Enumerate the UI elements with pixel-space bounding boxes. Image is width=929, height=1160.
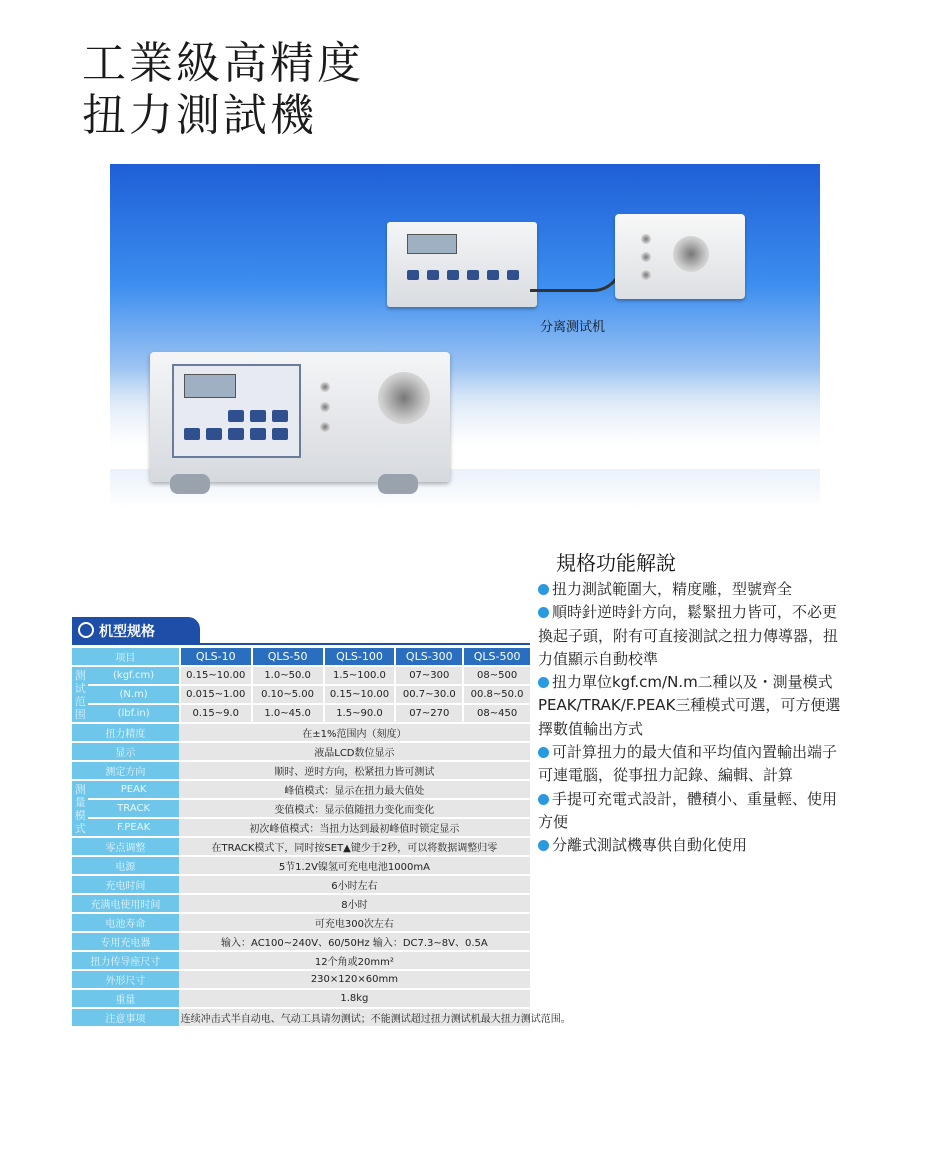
- tester-front-panel: [172, 364, 301, 458]
- table-row: 电池寿命 可充电300次左右: [72, 914, 530, 931]
- spec-table-heading: 机型规格: [72, 617, 200, 643]
- table-row: (lbf.in) 0.15~9.0 1.0~45.0 1.5~90.0 07~270 08~450: [72, 705, 530, 722]
- product-photo: [110, 164, 820, 509]
- table-row: 显示 液晶LCD数位显示: [72, 743, 530, 760]
- torque-chuck: [378, 372, 430, 424]
- list-item: 手提可充電式設計，體積小、重量輕、使用方便: [538, 789, 838, 831]
- table-row: 测量模式 PEAK 峰值模式：显示在扭力最大值处: [72, 781, 530, 798]
- table-row: (N.m) 0.015~1.00 0.10~5.00 0.15~10.00 00.7~30.0 00.8~50.0: [72, 686, 530, 703]
- bullet-icon: [538, 584, 549, 595]
- list-item: 可計算扭力的最大值和平均值內置輸出端子可連電腦，從事扭力記錄、編輯、計算: [538, 743, 838, 785]
- table-row: [72, 648, 530, 665]
- range-group-label: 测试范围: [72, 667, 88, 722]
- list-item: 扭力單位kgf.cm/N.m二種以及・測量模式PEAK/TRAK/F.PEAK三種模式可選，可方便選擇數值輸出方式: [538, 673, 841, 738]
- table-row: 注意事项 连续冲击式半自动电、气动工具请勿测试；不能测试超过扭力测试机最大扭力测试范围。: [72, 1009, 530, 1026]
- spec-heading: 規格功能解說: [556, 551, 676, 575]
- table-row: 重量 1.8kg: [72, 990, 530, 1007]
- list-item: 順時針逆時針方向，鬆緊扭力皆可，不必更換起子頭，附有可直接測試之扭力傳導器，扭力值顯示自動校準: [538, 603, 839, 668]
- model-header: QLS-10: [179, 648, 251, 665]
- small-tester-unit: [387, 222, 537, 307]
- list-item: 扭力測試範圍大，精度雕，型號齊全: [538, 578, 843, 601]
- table-row: 测试范围 (kgf.cm) 0.15~10.00 1.0~50.0 1.5~100.0 07~300 08~500: [72, 667, 530, 684]
- table-row: 外形尺寸 230×120×60mm: [72, 971, 530, 988]
- table-row: F.PEAK 初次峰值模式：当扭力达到最初峰值时锁定显示: [72, 819, 530, 836]
- model-header: QLS-300: [394, 648, 462, 665]
- torque-sensor: [615, 214, 745, 299]
- table-row: 充满电使用时间 8小时: [72, 895, 530, 912]
- title-line-1: 工業級高精度: [82, 38, 364, 89]
- title-line-2: 扭力測試機: [82, 90, 317, 141]
- model-header: QLS-50: [251, 648, 323, 665]
- sensor-cable: [530, 234, 623, 292]
- separate-tester-label: 分离测试机: [540, 320, 606, 335]
- table-row: TRACK 变值模式：显示值随扭力变化而变化: [72, 800, 530, 817]
- bullet-icon: [538, 677, 549, 688]
- table-row: 电源 5节1.2V镍氢可充电电池1000mA: [72, 857, 530, 874]
- bullet-icon: [538, 747, 549, 758]
- spec-table: [72, 646, 571, 1028]
- table-row: 零点调整 在TRACK模式下，同时按SET▲键少于2秒，可以将数据调整归零: [72, 838, 530, 855]
- item-header: 项目: [72, 648, 179, 665]
- feature-list: [538, 578, 843, 858]
- page-title: [82, 38, 364, 142]
- table-row: 扭力精度 在±1%范围内（刻度）: [72, 724, 530, 741]
- main-tester-unit: [150, 352, 450, 482]
- mode-group-label: 测量模式: [72, 781, 88, 836]
- circle-icon: [78, 622, 94, 638]
- bullet-icon: [538, 607, 549, 618]
- table-row: 充电时间 6小时左右: [72, 876, 530, 893]
- model-header: QLS-100: [323, 648, 395, 665]
- table-row: 测定方向 顺时、逆时方向，松紧扭力皆可测试: [72, 762, 530, 779]
- table-row: 专用充电器 输入：AC100~240V、60/50Hz 输入：DC7.3~8V、0.5A: [72, 933, 530, 950]
- list-item: 分離式測試機專供自動化使用: [538, 834, 843, 857]
- bullet-icon: [538, 794, 549, 805]
- bullet-icon: [538, 840, 549, 851]
- table-row: 扭力传导座尺寸 12个角或20mm²: [72, 952, 530, 969]
- model-header: QLS-500: [462, 648, 530, 665]
